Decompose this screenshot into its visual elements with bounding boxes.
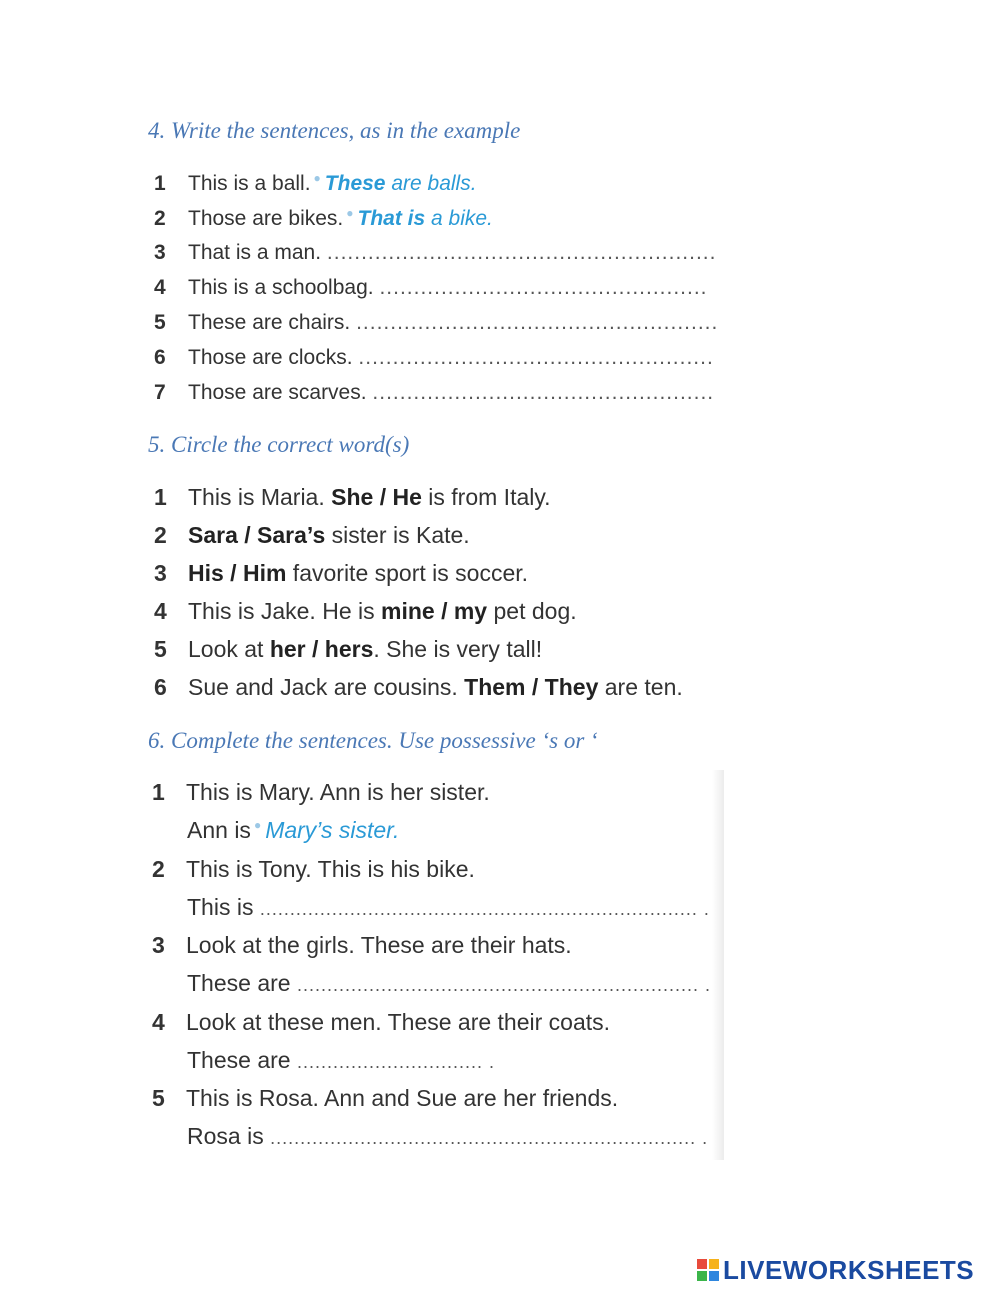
item-number: 3 <box>152 932 165 958</box>
item-suffix: pet dog. <box>487 598 577 624</box>
item-number: 4 <box>154 598 167 624</box>
item-sentence: Those are clocks. <box>188 346 353 369</box>
item-number: 5 <box>154 636 167 662</box>
exercise-6-item-5 <box>152 1085 618 1112</box>
example-marker-icon: ● <box>253 818 262 833</box>
item-number: 1 <box>152 779 165 805</box>
answer-bold: That is <box>357 207 426 230</box>
exercise-5-item-6 <box>154 674 683 701</box>
item-sentence: This is a schoolbag. <box>188 276 374 299</box>
example-marker-icon: ● <box>313 171 321 185</box>
answer-blank[interactable]: ............................... . <box>296 1052 495 1072</box>
item-number: 5 <box>154 311 166 334</box>
exercise-4-item-1 <box>154 171 477 196</box>
exercise-4-item-5 <box>154 311 718 335</box>
completion-prefix: Rosa is <box>187 1123 264 1149</box>
item-sentence: Those are scarves. <box>188 381 367 404</box>
exercise-4-item-2 <box>154 206 493 231</box>
exercise-6-item-4 <box>152 1009 610 1036</box>
exercise-6-item-1 <box>152 779 490 806</box>
item-number: 4 <box>152 1009 165 1035</box>
section-5-heading: 5. Circle the correct word(s) <box>148 432 410 457</box>
exercise-6-item-1-completion <box>187 817 399 844</box>
answer-blank[interactable]: ..................................................... <box>356 311 719 334</box>
item-suffix: . She is very tall! <box>373 636 543 662</box>
answer-blank[interactable]: ................................................................... . <box>296 975 712 995</box>
item-number: 2 <box>152 856 165 882</box>
item-number: 6 <box>154 674 167 700</box>
exercise-4-item-6 <box>154 346 714 370</box>
answer-blank[interactable]: ......................................................... <box>326 241 717 264</box>
item-number: 2 <box>154 207 166 230</box>
scan-edge-shadow <box>712 770 724 1160</box>
exercise-5-item-1 <box>154 484 551 511</box>
word-choice[interactable]: His / Him <box>188 560 287 586</box>
exercise-5-item-3 <box>154 560 528 587</box>
item-sentence: This is a ball. <box>188 172 311 195</box>
completion-prefix: This is <box>187 894 254 920</box>
item-number: 1 <box>154 172 166 195</box>
item-number: 3 <box>154 560 167 586</box>
item-sentence: Look at the girls. These are their hats. <box>186 932 572 958</box>
logo-grid-icon <box>697 1259 719 1281</box>
answer-blank[interactable]: .................................................. <box>372 381 715 404</box>
completion-prefix: Ann is <box>187 817 251 843</box>
exercise-6-item-4-completion <box>187 1047 495 1074</box>
section-4-heading: 4. Write the sentences, as in the example <box>148 118 521 143</box>
answer-blank[interactable]: ................................................ <box>379 276 708 299</box>
answer-bold: These <box>324 172 386 195</box>
item-sentence: This is Tony. This is his bike. <box>186 856 475 882</box>
item-sentence: Those are bikes. <box>188 207 344 230</box>
answer-blank[interactable]: ......................................................................... . <box>259 899 710 919</box>
item-prefix: Sue and Jack are cousins. <box>188 674 465 700</box>
item-number: 4 <box>154 276 166 299</box>
exercise-4-item-3 <box>154 241 716 265</box>
answer-blank[interactable]: ....................................................................... . <box>270 1128 709 1148</box>
example-answer <box>358 207 493 230</box>
exercise-6-item-5-completion <box>187 1123 708 1150</box>
exercise-6-item-2 <box>152 856 475 883</box>
item-sentence: Look at these men. These are their coats. <box>186 1009 611 1035</box>
item-suffix: sister is Kate. <box>325 522 470 548</box>
exercise-4-item-7 <box>154 381 714 405</box>
item-sentence: This is Mary. Ann is her sister. <box>186 779 490 805</box>
exercise-6-item-3-completion <box>187 970 711 997</box>
item-suffix: are ten. <box>598 674 683 700</box>
example-answer <box>325 172 477 195</box>
answer-rest: a bike. <box>425 207 493 230</box>
example-answer: Mary’s sister. <box>265 817 400 843</box>
exercise-5-item-4 <box>154 598 577 625</box>
word-choice[interactable]: She / He <box>331 484 422 510</box>
item-prefix: Look at <box>188 636 270 662</box>
word-choice[interactable]: Sara / Sara’s <box>188 522 326 548</box>
answer-rest: are balls. <box>385 172 477 195</box>
item-suffix: is from Italy. <box>421 484 551 510</box>
item-prefix: This is Maria. <box>188 484 332 510</box>
item-number: 2 <box>154 522 167 548</box>
completion-prefix: These are <box>187 970 291 996</box>
answer-blank[interactable]: .................................................... <box>358 346 714 369</box>
word-choice[interactable]: Them / They <box>464 674 599 700</box>
item-prefix: This is Jake. He is <box>188 598 381 624</box>
exercise-5-item-2 <box>154 522 470 549</box>
item-sentence: This is Rosa. Ann and Sue are her friends. <box>186 1085 619 1111</box>
item-suffix: favorite sport is soccer. <box>286 560 529 586</box>
word-choice[interactable]: mine / my <box>381 598 488 624</box>
item-number: 7 <box>154 381 166 404</box>
item-sentence: These are chairs. <box>188 311 351 334</box>
completion-prefix: These are <box>187 1047 291 1073</box>
exercise-6-item-3 <box>152 932 572 959</box>
section-6-heading: 6. Complete the sentences. Use possessive ‘s or ‘ <box>148 728 598 753</box>
example-marker-icon: ● <box>346 206 354 220</box>
exercise-4-item-4 <box>154 276 708 300</box>
item-number: 5 <box>152 1085 165 1111</box>
exercise-6-item-2-completion <box>187 894 710 921</box>
exercise-5-item-5 <box>154 636 542 663</box>
item-sentence: That is a man. <box>188 241 322 264</box>
item-number: 3 <box>154 241 166 264</box>
item-number: 1 <box>154 484 167 510</box>
logo-text: LIVEWORKSHEETS <box>723 1254 975 1285</box>
word-choice[interactable]: her / hers <box>269 636 374 662</box>
item-number: 6 <box>154 346 166 369</box>
liveworksheets-logo <box>697 1256 974 1284</box>
